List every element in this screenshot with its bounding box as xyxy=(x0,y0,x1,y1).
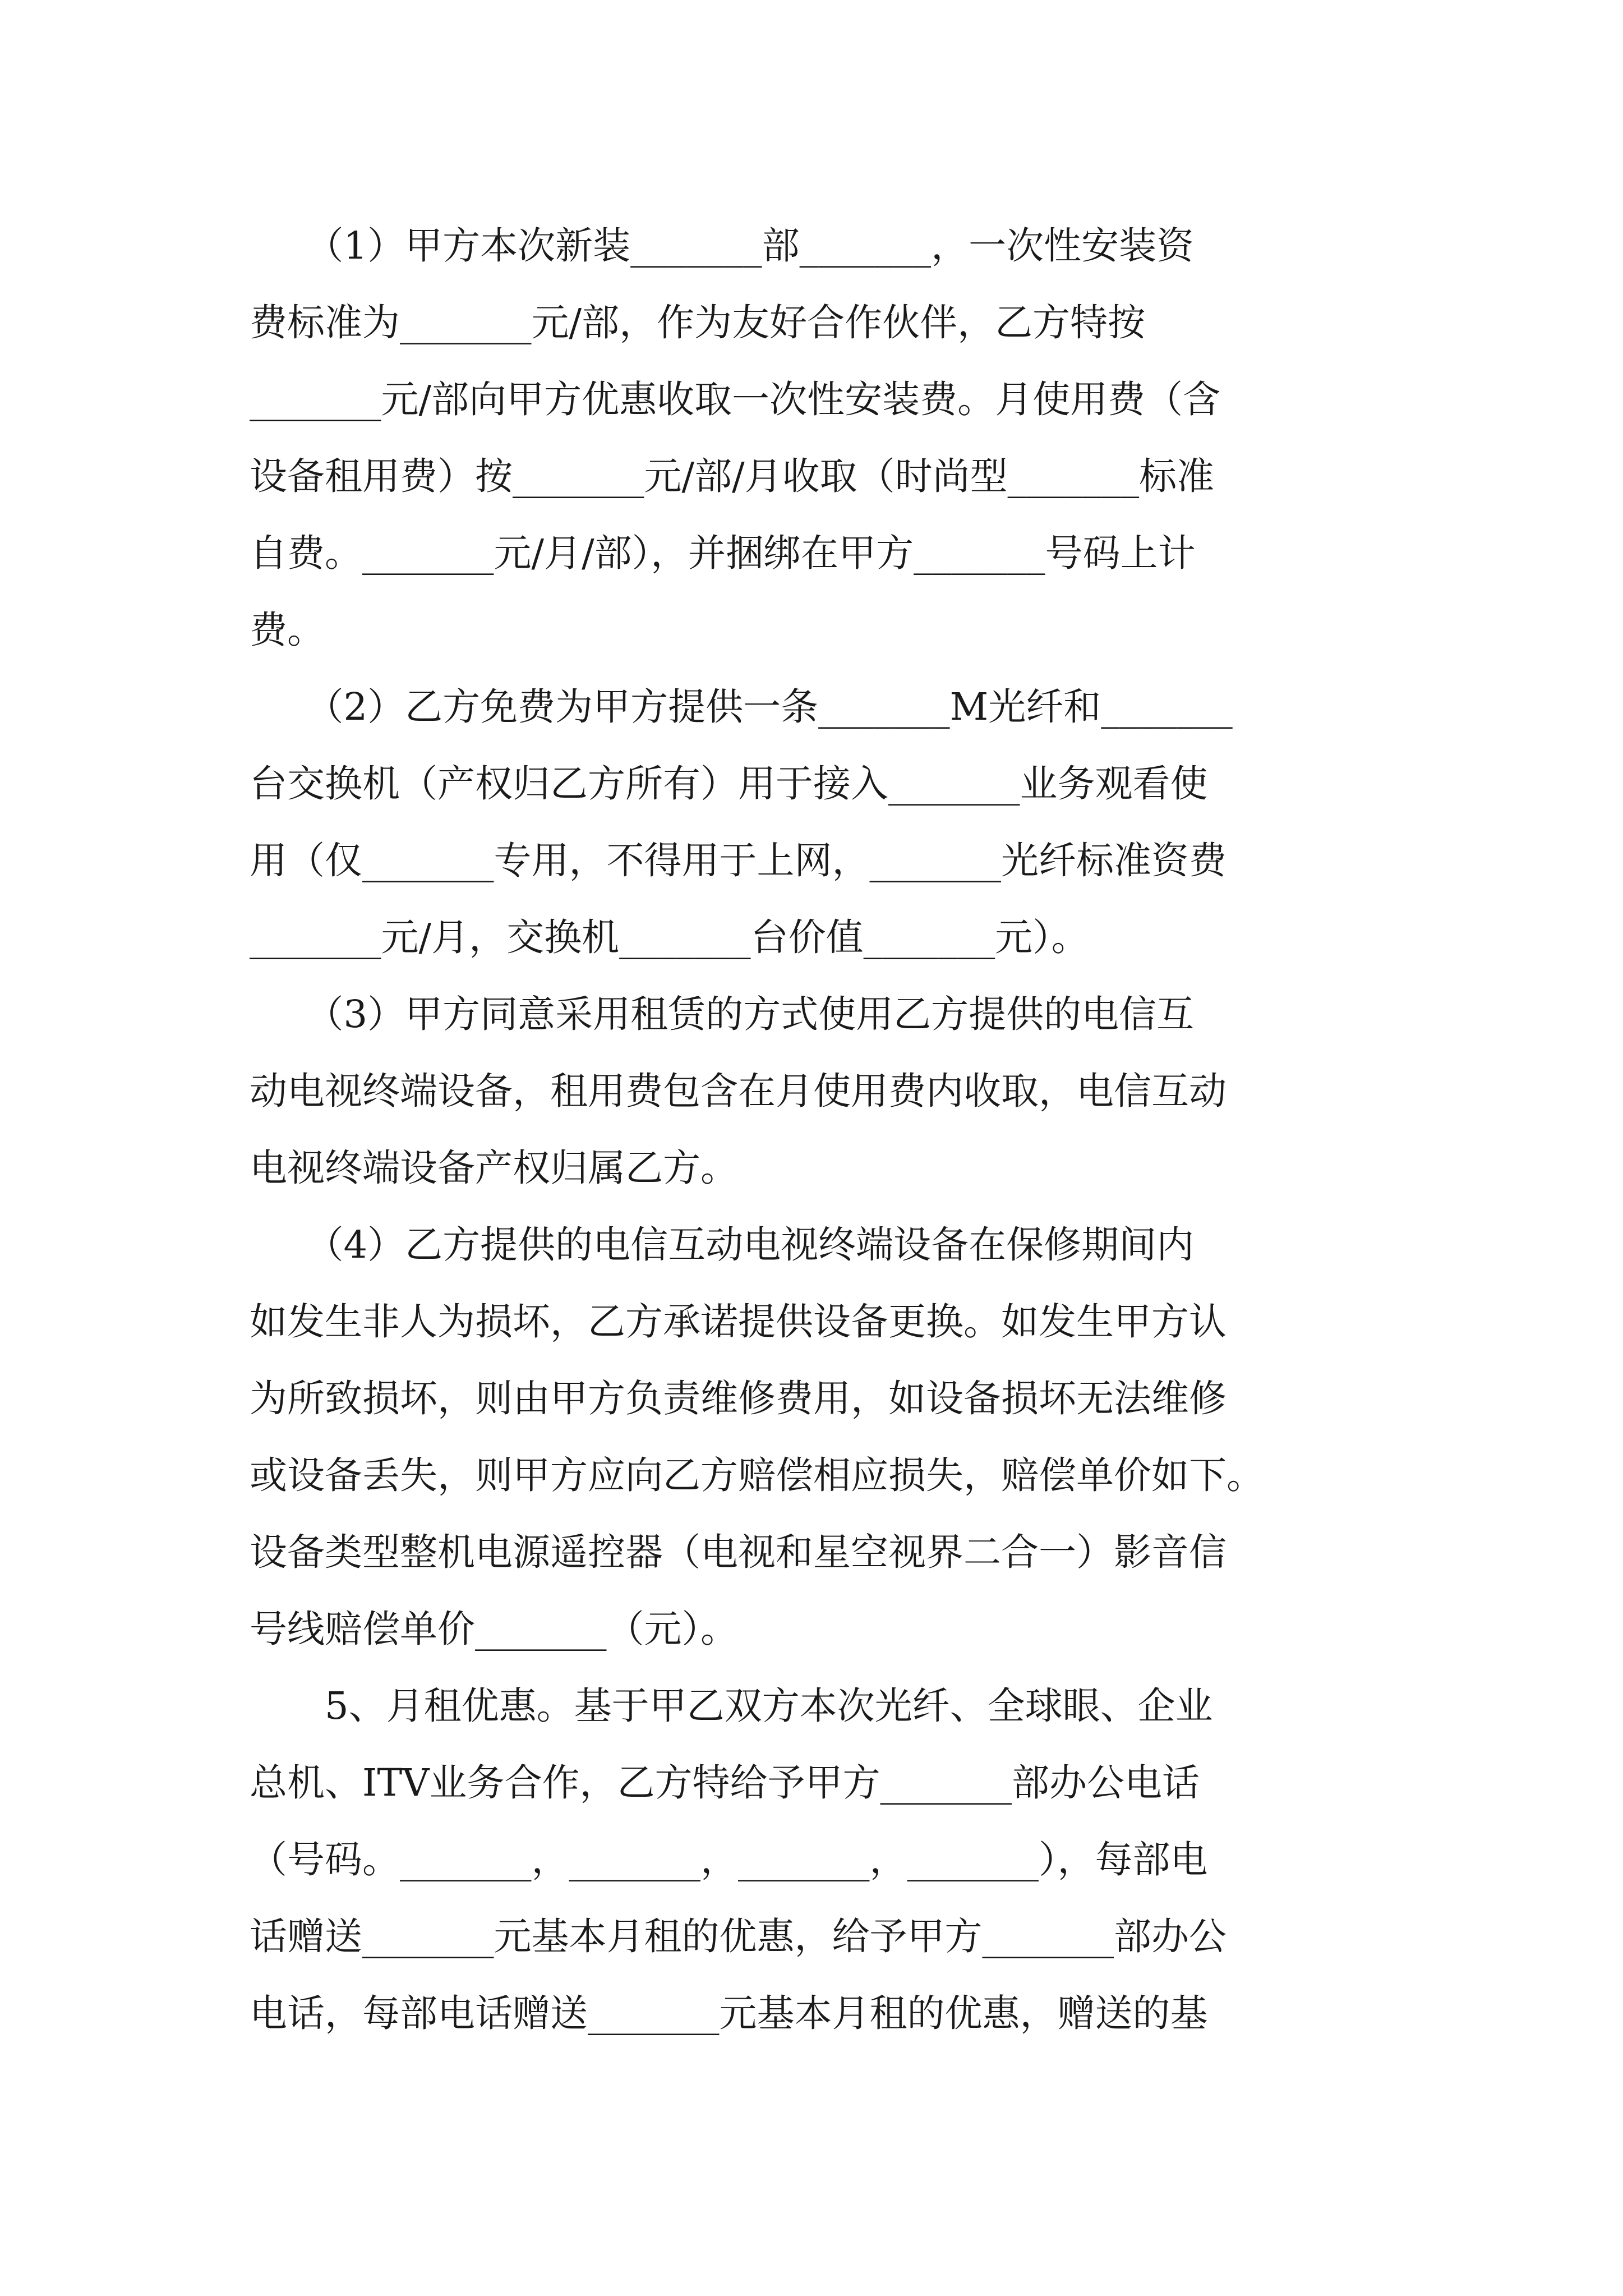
text-line: （3）甲方同意采用租赁的方式使用乙方提供的电信互 xyxy=(250,992,1195,1036)
text-line: 总机、ITV业务合作，乙方特给予甲方_______部办公电话 xyxy=(250,1761,1200,1805)
text-line: 用（仅_______专用，不得用于上网，_______光纤标准资费 xyxy=(250,839,1227,882)
text-line: 或设备丢失，则甲方应向乙方赔偿相应损失，赔偿单价如下。 xyxy=(250,1453,1264,1497)
text-line: 设备租用费）按_______元/部/月收取（时尚型_______标准 xyxy=(250,454,1215,498)
text-line: （4）乙方提供的电信互动电视终端设备在保修期间内 xyxy=(250,1223,1195,1267)
text-line: 如发生非人为损坏，乙方承诺提供设备更换。如发生甲方认 xyxy=(250,1300,1227,1343)
text-line: （号码。_______，_______，_______，_______），每部电 xyxy=(250,1838,1208,1881)
text-line: 台交换机（产权归乙方所有）用于接入_______业务观看使 xyxy=(250,762,1208,806)
document-body xyxy=(250,208,1391,2052)
text-line: 话赠送_______元基本月租的优惠，给予甲方_______部办公 xyxy=(250,1915,1227,1958)
text-line: _______元/部向甲方优惠收取一次性安装费。月使用费（含 xyxy=(250,378,1221,421)
text-line: 费标准为_______元/部，作为友好合作伙伴，乙方特按 xyxy=(250,301,1146,344)
text-line: 5、月租优惠。基于甲乙双方本次光纤、全球眼、企业 xyxy=(250,1684,1213,1728)
text-line: 为所致损坏，则由甲方负责维修费用，如设备损坏无法维修 xyxy=(250,1377,1227,1420)
text-line: 电话，每部电话赠送_______元基本月租的优惠，赠送的基 xyxy=(250,1991,1208,2035)
text-line: _______元/月，交换机_______台价值_______元）。 xyxy=(250,915,1089,959)
text-line: （1）甲方本次新装_______部_______，一次性安装资 xyxy=(250,224,1195,268)
text-line: 自费。_______元/月/部），并捆绑在甲方_______号码上计 xyxy=(250,531,1196,575)
text-line: 设备类型整机电源遥控器（电视和星空视界二合一）影音信 xyxy=(250,1530,1227,1574)
text-line: 号线赔偿单价_______（元）。 xyxy=(250,1607,738,1651)
text-line: 费。 xyxy=(250,608,325,652)
text-line: （2）乙方免费为甲方提供一条_______M光纤和_______ xyxy=(250,685,1233,729)
text-line: 动电视终端设备，租用费包含在月使用费内收取，电信互动 xyxy=(250,1069,1227,1113)
text-line: 电视终端设备产权归属乙方。 xyxy=(250,1146,738,1190)
